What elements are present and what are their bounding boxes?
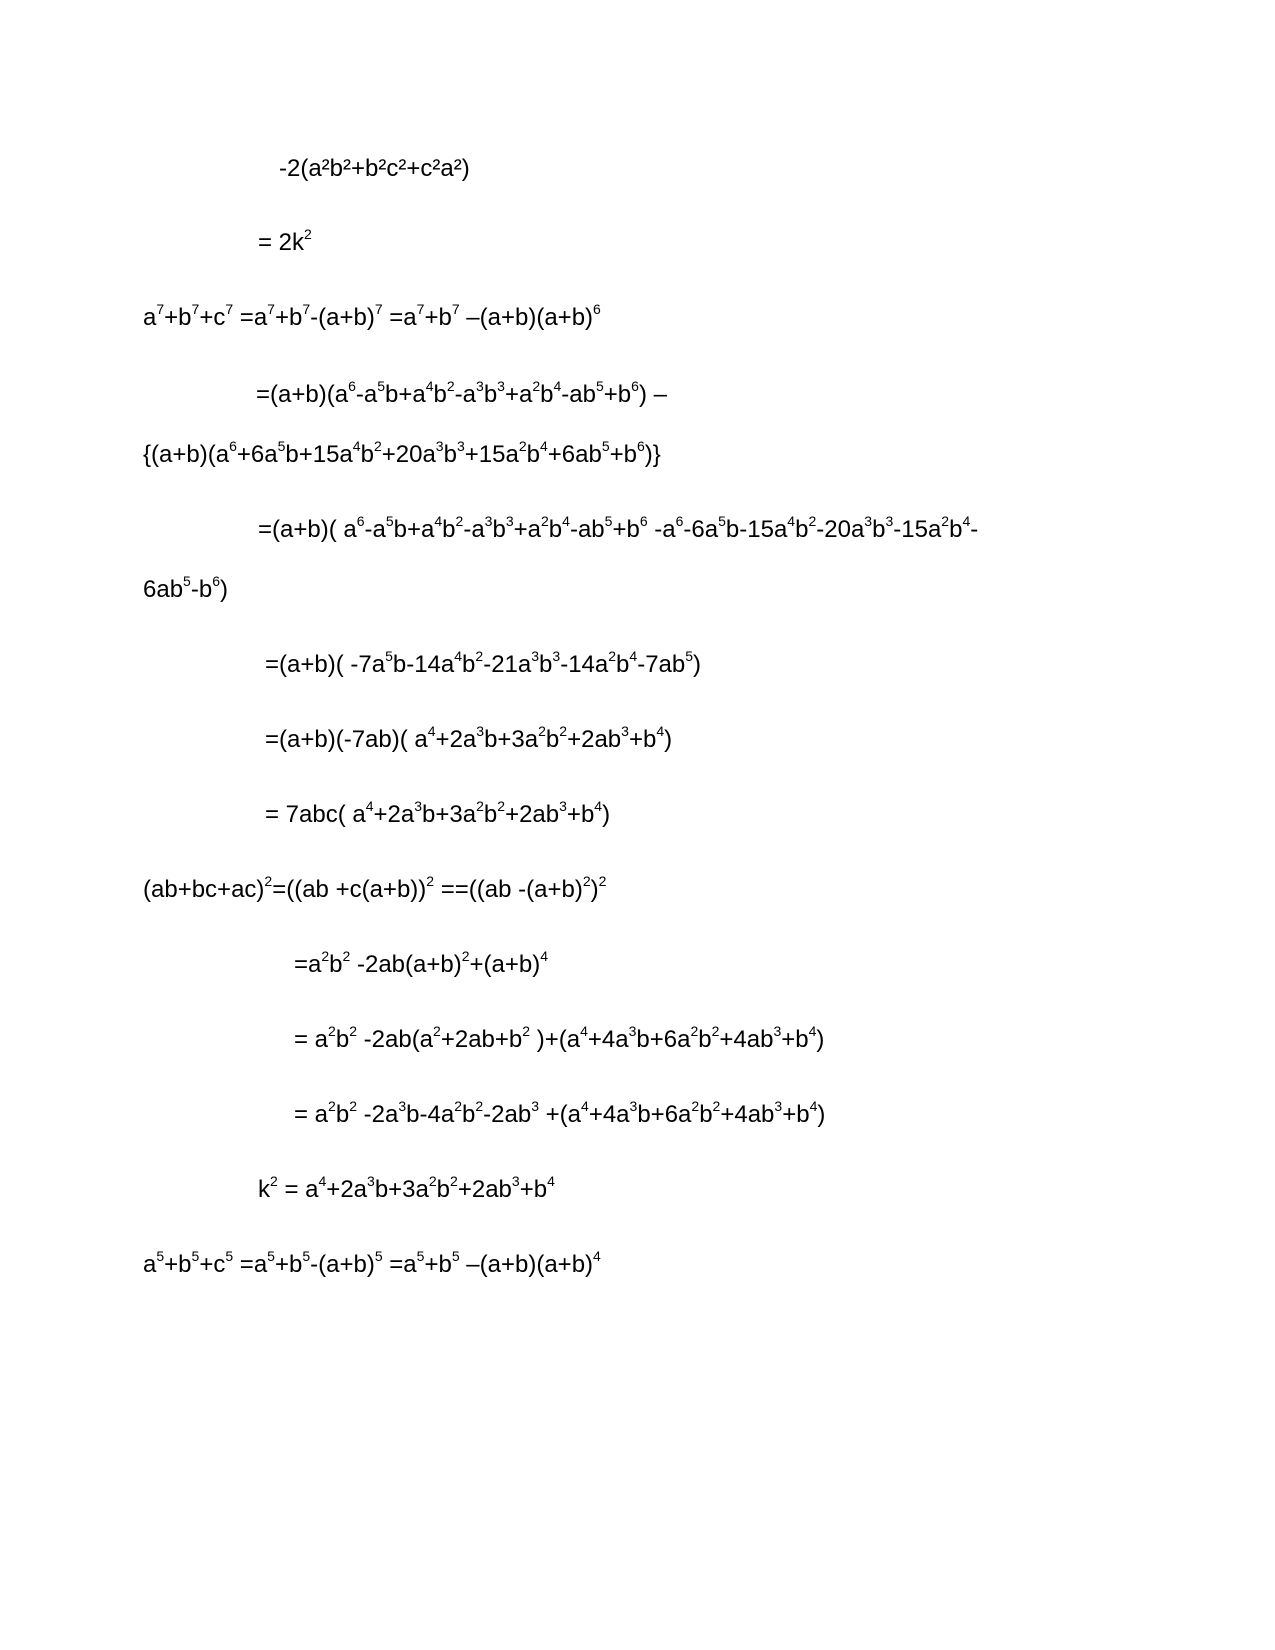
text-segment: b-4a	[406, 1101, 455, 1128]
superscript: 2	[522, 1023, 531, 1039]
superscript: 4	[540, 948, 549, 964]
superscript: 2	[373, 438, 382, 454]
superscript: 5	[385, 648, 393, 664]
text-segment: -a	[364, 516, 386, 543]
text-segment: +2ab	[505, 801, 560, 828]
text-segment: b	[329, 951, 343, 978]
text-segment: b	[949, 516, 963, 543]
superscript: 4	[427, 723, 436, 739]
superscript: 2	[497, 798, 506, 814]
text-segment: )	[817, 1101, 826, 1128]
text-segment: b	[539, 651, 553, 678]
text-segment: +b	[519, 1176, 548, 1203]
superscript: 2	[532, 378, 541, 394]
superscript: 4	[318, 1173, 327, 1189]
superscript: 3	[885, 513, 894, 529]
text-segment: b-14a	[392, 651, 455, 678]
superscript: 3	[484, 513, 493, 529]
text-segment: +(a+b)	[469, 951, 541, 978]
superscript: 3	[774, 1098, 783, 1114]
superscript: 5	[267, 1248, 275, 1264]
text-segment: +b	[274, 1251, 303, 1278]
text-segment: =a	[382, 1251, 417, 1278]
superscript: 2	[691, 1098, 700, 1114]
superscript: 2	[559, 723, 568, 739]
superscript: 4	[787, 513, 796, 529]
text-segment: b+3a	[484, 726, 539, 753]
superscript: 2	[538, 723, 546, 739]
superscript: 3	[629, 1098, 638, 1114]
superscript: 7	[267, 301, 275, 317]
text-segment: b+3a	[374, 1176, 429, 1203]
text-segment: b	[462, 651, 476, 678]
text-segment: b	[492, 516, 506, 543]
superscript: 4	[553, 378, 562, 394]
text-segment: b	[335, 1101, 350, 1128]
text-segment: -15a	[893, 516, 942, 543]
superscript: 6	[639, 513, 648, 529]
superscript: 7	[451, 301, 460, 317]
text-segment: = 7abc( a	[265, 801, 366, 828]
text-segment: )+(a	[530, 1026, 581, 1053]
text-segment: =(a+b)( a	[258, 516, 357, 543]
text-segment: b	[698, 1026, 712, 1053]
text-segment: +2ab+b	[440, 1026, 523, 1053]
superscript: 2	[454, 1098, 462, 1114]
text-segment: –(a+b)(a+b)	[459, 304, 594, 331]
text-segment: +(a	[538, 1101, 582, 1128]
superscript: 7	[191, 301, 200, 317]
superscript: 4	[562, 513, 570, 529]
superscript: 4	[425, 378, 434, 394]
text-segment: -a	[647, 516, 676, 543]
superscript: 2	[582, 873, 591, 889]
text-segment: -	[970, 516, 979, 543]
text-segment: -2ab	[483, 1101, 532, 1128]
superscript: 4	[593, 1248, 601, 1264]
superscript: 5	[225, 1248, 234, 1264]
text-segment: b	[360, 441, 374, 468]
text-segment: =a	[382, 304, 417, 331]
superscript: 4	[434, 513, 443, 529]
text-segment: -2a	[356, 1101, 399, 1128]
text-segment: -(a+b)	[310, 1251, 375, 1278]
superscript: 3	[456, 438, 465, 454]
text-segment: b+6a	[636, 1026, 691, 1053]
text-segment: b	[699, 1101, 713, 1128]
superscript: 3	[621, 723, 629, 739]
superscript: 5	[156, 1248, 165, 1264]
text-segment: -ab	[561, 381, 596, 408]
text-segment: +4a	[587, 1026, 629, 1053]
superscript: 3	[773, 1023, 782, 1039]
superscript: 2	[433, 1023, 441, 1039]
superscript: 2	[264, 873, 273, 889]
text-segment: = a	[294, 1101, 329, 1128]
superscript: 2	[455, 513, 464, 529]
text-segment: b	[442, 516, 456, 543]
equation-line-16	[143, 1250, 601, 1282]
superscript: 5	[191, 1248, 200, 1264]
text-segment: +2ab	[567, 726, 622, 753]
superscript: 4	[365, 798, 374, 814]
text-segment: )	[219, 576, 228, 603]
text-segment: +4ab	[720, 1101, 775, 1128]
text-segment: +b	[424, 304, 452, 331]
superscript: 6	[212, 573, 220, 589]
text-segment: ) –	[638, 381, 667, 408]
text-segment: b	[433, 381, 447, 408]
superscript: 5	[374, 1248, 383, 1264]
superscript: 2	[328, 1098, 336, 1114]
text-segment: -2(a²b²+b²c²+c²a²)	[279, 155, 470, 182]
text-segment: +b	[603, 381, 632, 408]
text-segment: b	[483, 381, 498, 408]
superscript: 2	[270, 1173, 278, 1189]
superscript: 2	[446, 378, 455, 394]
text-segment: b	[545, 726, 560, 753]
equation-line-10	[265, 800, 610, 832]
text-segment: +2a	[435, 726, 477, 753]
text-segment: +b	[274, 304, 303, 331]
superscript: 4	[547, 1173, 555, 1189]
superscript: 6	[631, 378, 639, 394]
equation-line-7	[143, 575, 228, 607]
text-segment: =a	[294, 951, 322, 978]
superscript: 2	[349, 1098, 357, 1114]
text-segment: +a	[504, 381, 533, 408]
text-segment: b+15a	[285, 441, 353, 468]
superscript: 5	[277, 438, 286, 454]
superscript: 4	[808, 1023, 817, 1039]
text-segment: 6ab	[143, 576, 184, 603]
superscript: 2	[328, 1023, 336, 1039]
superscript: 2	[475, 1098, 484, 1114]
superscript: 4	[539, 438, 548, 454]
superscript: 3	[367, 1173, 375, 1189]
text-segment: -a	[454, 381, 477, 408]
text-segment: +15a	[464, 441, 519, 468]
superscript: 7	[302, 301, 311, 317]
superscript: 2	[712, 1098, 721, 1114]
equation-line-3	[143, 303, 601, 335]
superscript: 2	[476, 798, 484, 814]
text-segment: b	[540, 381, 554, 408]
text-segment: b	[616, 651, 630, 678]
superscript: 3	[552, 648, 561, 664]
text-segment: +b	[609, 441, 637, 468]
superscript: 4	[594, 798, 603, 814]
equation-line-11	[143, 875, 606, 907]
text-segment: =(a+b)(-7ab)( a	[265, 726, 428, 753]
superscript: 5	[377, 378, 385, 394]
text-segment: +6ab	[547, 441, 602, 468]
text-segment: +c	[199, 1251, 226, 1278]
text-segment: -ab	[569, 516, 605, 543]
text-segment: +b	[566, 801, 595, 828]
superscript: 3	[864, 513, 873, 529]
superscript: 4	[581, 1098, 589, 1114]
superscript: 5	[302, 1248, 311, 1264]
text-segment: -7ab	[637, 651, 686, 678]
superscript: 6	[593, 301, 601, 317]
text-segment: -14a	[560, 651, 609, 678]
superscript: 7	[374, 301, 383, 317]
superscript: 2	[349, 1023, 357, 1039]
superscript: 5	[685, 648, 694, 664]
text-segment: )	[693, 651, 702, 678]
superscript: 3	[476, 723, 485, 739]
superscript: 3	[398, 1098, 407, 1114]
superscript: 4	[352, 438, 361, 454]
superscript: 2	[428, 1173, 437, 1189]
superscript: 4	[580, 1023, 588, 1039]
superscript: 5	[451, 1248, 460, 1264]
text-segment: +2a	[373, 801, 415, 828]
text-segment: =a	[233, 1251, 268, 1278]
superscript: 2	[426, 873, 435, 889]
text-segment: b	[335, 1026, 350, 1053]
superscript: 3	[559, 798, 567, 814]
superscript: 3	[476, 378, 484, 394]
superscript: 7	[156, 301, 165, 317]
text-segment: b+3a	[422, 801, 477, 828]
text-segment: )	[664, 726, 673, 753]
text-segment: b+6a	[637, 1101, 692, 1128]
text-segment: b	[483, 801, 498, 828]
superscript: 4	[656, 723, 665, 739]
text-segment: -21a	[483, 651, 532, 678]
text-segment: b+a	[393, 516, 435, 543]
superscript: 5	[183, 573, 191, 589]
text-segment: = a	[277, 1176, 319, 1203]
superscript: 4	[962, 513, 971, 529]
superscript: 3	[511, 1173, 520, 1189]
superscript: 5	[595, 378, 604, 394]
equation-line-6	[258, 515, 978, 547]
equation-line-14	[294, 1100, 825, 1132]
text-segment: -2ab(a+b)	[350, 951, 462, 978]
equation-line-8	[265, 650, 701, 682]
text-segment: +b	[612, 516, 640, 543]
text-segment: =((ab +c(a+b))	[272, 876, 427, 903]
text-segment: +b	[781, 1026, 809, 1053]
superscript: 2	[450, 1173, 458, 1189]
superscript: 2	[808, 513, 817, 529]
equation-line-13	[294, 1025, 824, 1057]
text-segment: = 2k	[258, 229, 305, 256]
text-segment: b	[548, 516, 563, 543]
superscript: 2	[304, 226, 312, 242]
text-segment: b	[443, 441, 457, 468]
superscript: 2	[608, 648, 617, 664]
superscript: 7	[416, 301, 425, 317]
text-segment: -2ab(a	[356, 1026, 434, 1053]
text-segment: = a	[294, 1026, 329, 1053]
text-segment: b	[436, 1176, 451, 1203]
text-segment: =(a+b)( -7a	[265, 651, 386, 678]
equation-line-4	[256, 380, 667, 412]
text-segment: +b	[164, 304, 192, 331]
superscript: 2	[541, 513, 549, 529]
text-segment: b	[795, 516, 809, 543]
text-segment: =(a+b)(a	[256, 381, 349, 408]
text-segment: -6a	[683, 516, 719, 543]
text-segment: +2a	[326, 1176, 368, 1203]
text-segment: -a	[463, 516, 485, 543]
text-segment: (ab+bc+ac)	[143, 876, 265, 903]
superscript: 5	[416, 1248, 425, 1264]
superscript: 6	[356, 513, 365, 529]
text-segment: )	[602, 801, 611, 828]
equation-line-12	[294, 950, 548, 982]
text-segment: a	[143, 304, 157, 331]
text-segment: )	[816, 1026, 825, 1053]
superscript: 5	[604, 513, 613, 529]
superscript: 3	[505, 513, 514, 529]
superscript: 3	[414, 798, 423, 814]
text-segment: +b	[628, 726, 657, 753]
text-segment: b	[461, 1101, 476, 1128]
superscript: 2	[598, 873, 607, 889]
text-segment: b-15a	[725, 516, 788, 543]
superscript: 3	[628, 1023, 637, 1039]
superscript: 5	[601, 438, 610, 454]
text-segment: +20a	[381, 441, 436, 468]
text-segment: +a	[513, 516, 541, 543]
superscript: 2	[475, 648, 484, 664]
text-segment: +2ab	[457, 1176, 512, 1203]
text-segment: +4ab	[719, 1026, 774, 1053]
superscript: 2	[342, 948, 351, 964]
text-segment: -a	[355, 381, 378, 408]
superscript: 4	[809, 1098, 818, 1114]
text-segment: {(a+b)(a	[143, 441, 230, 468]
superscript: 2	[461, 948, 470, 964]
equation-line-5	[143, 440, 661, 472]
superscript: 2	[518, 438, 527, 454]
equation-line-9	[265, 725, 672, 757]
text-segment: k	[258, 1176, 270, 1203]
superscript: 7	[225, 301, 234, 317]
text-segment: +b	[424, 1251, 452, 1278]
superscript: 2	[941, 513, 950, 529]
superscript: 2	[321, 948, 330, 964]
superscript: 6	[348, 378, 356, 394]
superscript: 6	[675, 513, 684, 529]
superscript: 2	[690, 1023, 699, 1039]
text-segment: b+a	[385, 381, 426, 408]
text-segment: =a	[233, 304, 268, 331]
superscript: 3	[531, 1098, 539, 1114]
superscript: 6	[637, 438, 645, 454]
text-segment: +6a	[236, 441, 278, 468]
text-segment: )	[590, 876, 599, 903]
superscript: 3	[531, 648, 540, 664]
superscript: 3	[497, 378, 505, 394]
superscript: 3	[435, 438, 444, 454]
text-segment: +4a	[588, 1101, 630, 1128]
superscript: 5	[718, 513, 726, 529]
text-segment: -(a+b)	[310, 304, 375, 331]
text-segment: b	[872, 516, 886, 543]
equation-line-1	[279, 154, 470, 184]
superscript: 2	[711, 1023, 720, 1039]
superscript: 4	[629, 648, 638, 664]
text-segment: a	[143, 1251, 157, 1278]
superscript: 5	[385, 513, 394, 529]
superscript: 4	[454, 648, 463, 664]
text-segment: -20a	[816, 516, 865, 543]
text-segment: +c	[199, 304, 226, 331]
text-segment: -b	[190, 576, 213, 603]
text-segment: +b	[782, 1101, 810, 1128]
text-segment: b	[526, 441, 540, 468]
text-segment: +b	[164, 1251, 192, 1278]
text-segment: –(a+b)(a+b)	[459, 1251, 594, 1278]
text-segment: ==((ab -(a+b)	[434, 876, 583, 903]
equation-line-2	[258, 228, 312, 260]
text-segment: )}	[644, 441, 661, 468]
equation-line-15	[258, 1175, 555, 1207]
superscript: 6	[229, 438, 237, 454]
